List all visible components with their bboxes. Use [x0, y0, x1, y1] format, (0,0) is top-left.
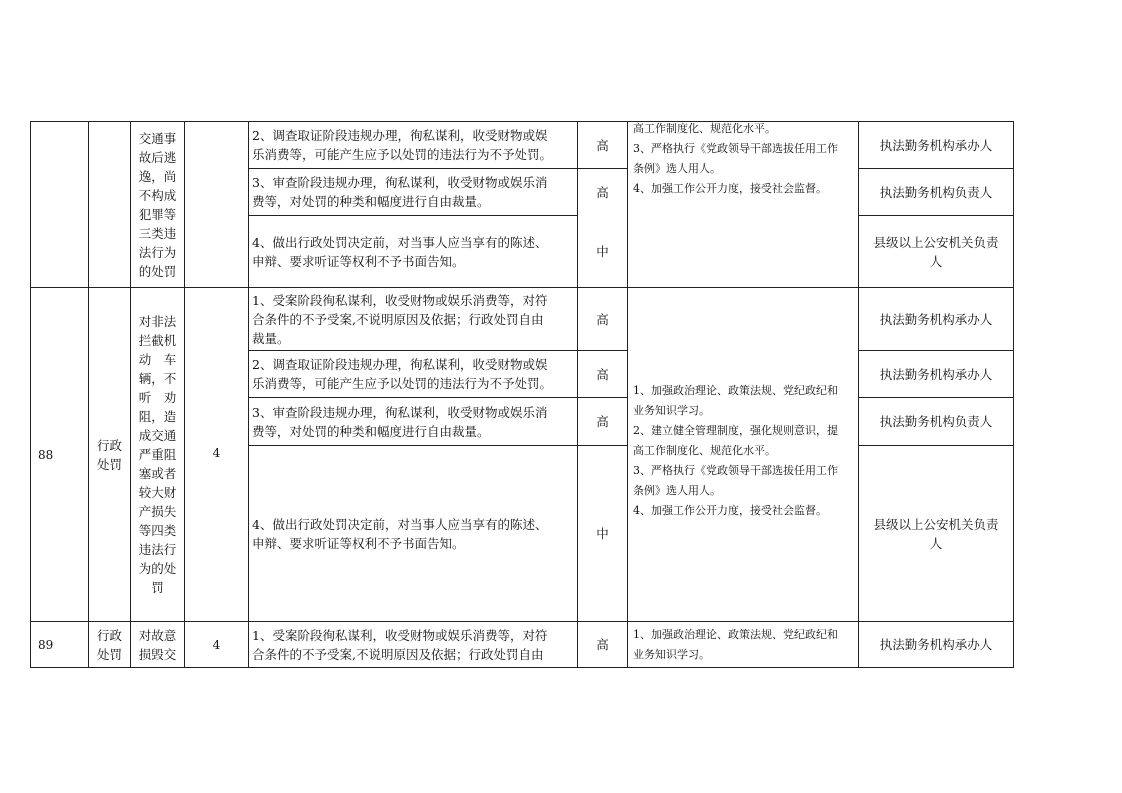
col-divider [627, 121, 628, 668]
risk-point-cell: 4、做出行政处罚决定前，对当事人应当享有的陈述、 申辩、要求听证等权利不予书面告知。 [252, 516, 548, 551]
prevention-measures-cell: 高工作制度化、规范化水平。 3、严格执行《党政领导干部选拔任用工作 条例》选人用人。 4、加强工作公开力度，接受社会监督。 [633, 122, 838, 195]
risk-level-cell: 高 [596, 637, 609, 652]
risk-level-cell: 高 [596, 311, 609, 327]
owner-cell: 执法勤务机构负责人 [879, 184, 993, 200]
risk-point-cell: 3、审查阶段违规办理，徇私谋利，收受财物或娱乐消 费等，对处罚的种类和幅度进行自由裁量。 [252, 404, 548, 439]
owner-cell: 县级以上公安机关负责 人 [873, 234, 999, 269]
category-cell: 行政 处罚 [96, 627, 122, 662]
table-border-bottom [30, 667, 1014, 668]
risk-point-cell: 2、调查取证阶段违规办理，徇私谋利，收受财物或娱 乐消费等，可能产生应予以处罚的违法行为不予处罚。 [252, 357, 553, 391]
risk-level-cell: 高 [596, 414, 609, 429]
col-divider [248, 121, 249, 668]
prevention-measures-cell: 1、加强政治理论、政策法规、党纪政纪和 业务知识学习。 [633, 627, 838, 661]
risk-point-cell: 1、受案阶段徇私谋利，收受财物或娱乐消费等，对符 合条件的不予受案,不说明原因及依据；行政处罚自由 [252, 627, 548, 662]
item-desc-cell: 交通事 故后逃 逸，尚 不构成 犯罪等 三类违 法行为 的处罚 [138, 130, 177, 279]
item-desc-cell: 对故意 损毁交 [138, 627, 177, 662]
owner-cell: 执法勤务机构负责人 [879, 414, 993, 429]
owner-cell: 执法勤务机构承办人 [879, 637, 993, 652]
item-desc-cell: 对非法 拦截机 动 车 辆，不 听 劝 阻，造 成交通 严重阻 塞或者 较大财 产损失 等四类 违法行 为的处 罚 [138, 314, 177, 595]
risk-level-cell: 高 [596, 137, 609, 153]
risk-level-cell: 高 [596, 366, 609, 382]
risk-count-cell: 4 [212, 446, 221, 460]
row-number: 88 [38, 447, 54, 462]
category-cell: 行政 处罚 [96, 437, 122, 472]
risk-point-cell: 2、调查取证阶段违规办理，徇私谋利，收受财物或娱 乐消费等，可能产生应予以处罚的违法行为不予处罚。 [252, 128, 553, 162]
risk-count-cell: 4 [212, 637, 221, 652]
prevention-measures-cell: 1、加强政治理论、政策法规、党纪政纪和 业务知识学习。 2、建立健全管理制度，强化规则意识，提 高工作制度化、规范化水平。 3、严格执行《党政领导干部选拔任用工作 条例》选人用人。 4、加强工作公开力度，接受社会监督。 [633, 384, 838, 517]
owner-cell: 执法勤务机构承办人 [879, 137, 993, 153]
table-border-right [1013, 121, 1014, 668]
risk-level-cell: 中 [596, 526, 609, 541]
row-number: 89 [38, 637, 54, 652]
risk-point-cell: 1、受案阶段徇私谋利，收受财物或娱乐消费等，对符 合条件的不予受案,不说明原因及依据；行政处罚自由 裁量。 [252, 292, 548, 346]
owner-cell: 执法勤务机构承办人 [879, 366, 993, 382]
risk-point-cell: 4、做出行政处罚决定前，对当事人应当享有的陈述、 申辩、要求听证等权利不予书面告知。 [252, 234, 548, 269]
risk-point-cell: 3、审查阶段违规办理，徇私谋利，收受财物或娱乐消 费等，对处罚的种类和幅度进行自由裁量。 [252, 175, 548, 209]
risk-level-cell: 高 [596, 184, 609, 200]
risk-level-cell: 中 [596, 244, 609, 259]
owner-cell: 县级以上公安机关负责 人 [873, 516, 999, 551]
owner-cell: 执法勤务机构承办人 [879, 311, 993, 327]
